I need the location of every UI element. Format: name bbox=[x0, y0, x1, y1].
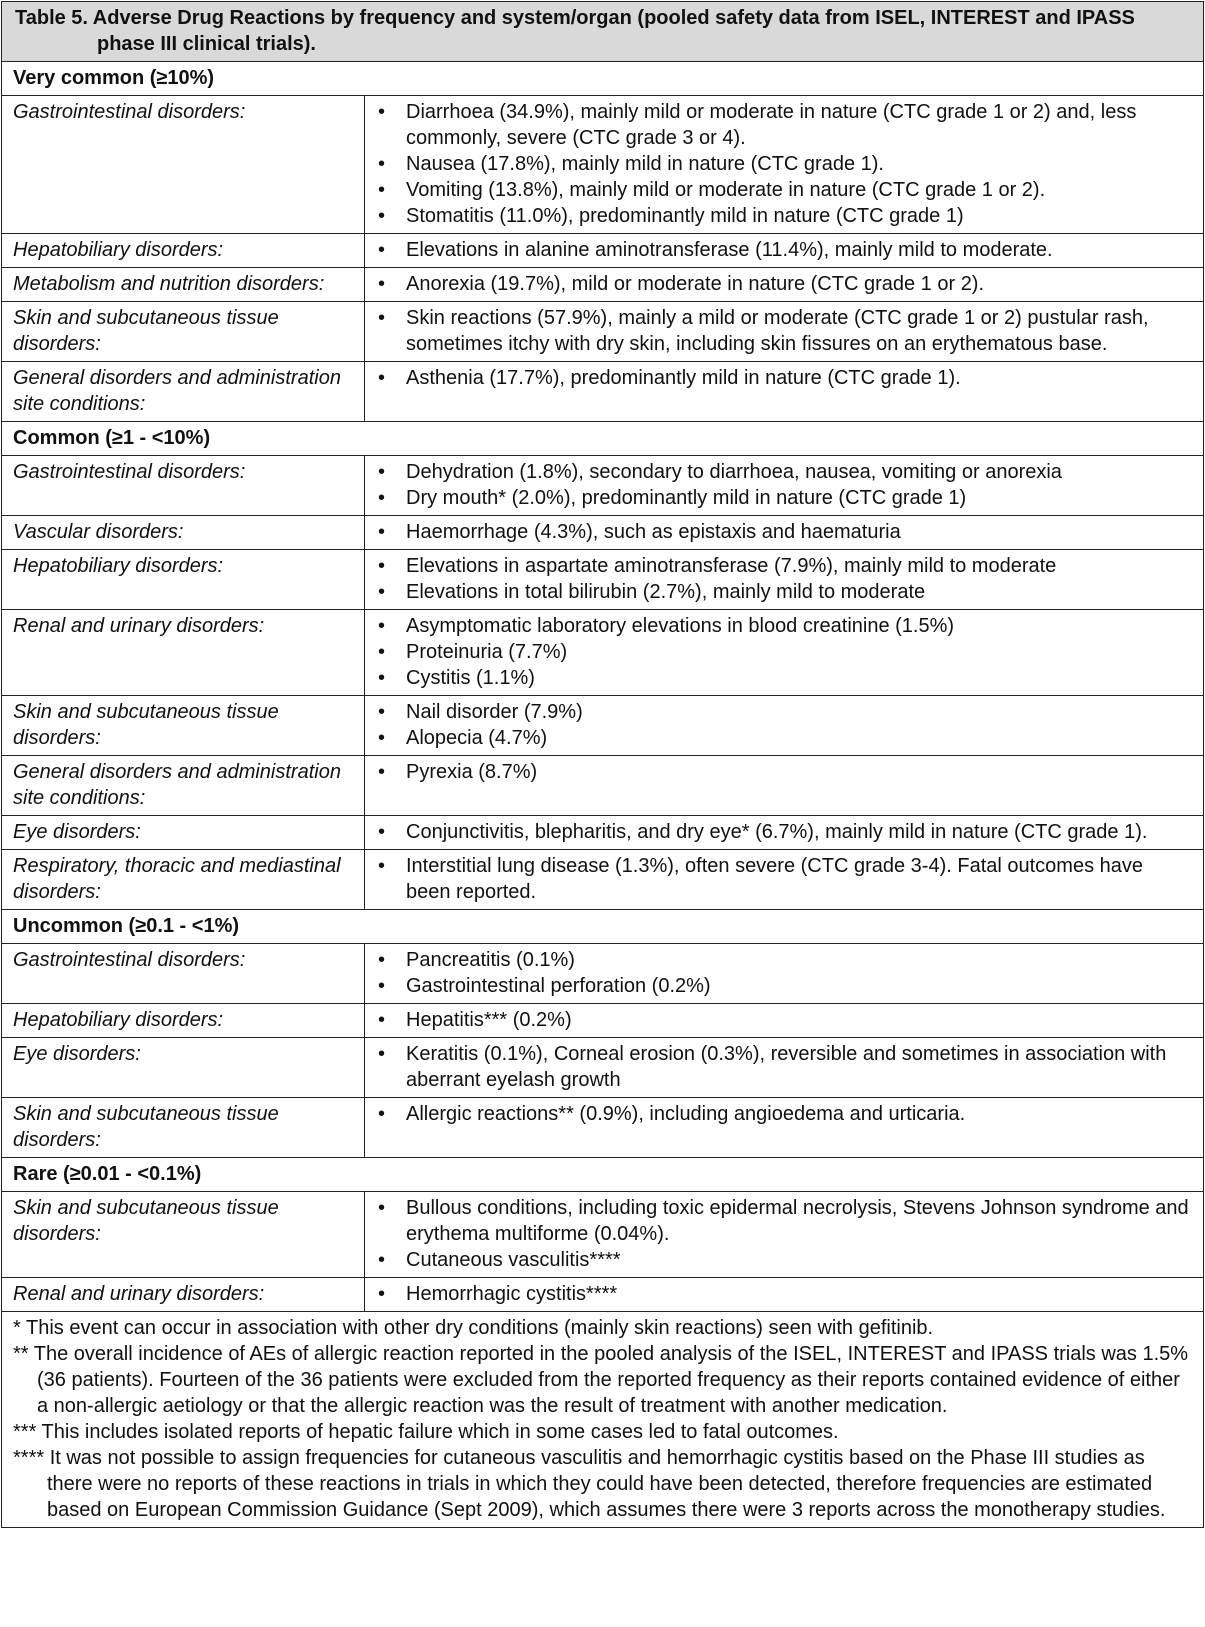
frequency-heading-row bbox=[2, 62, 1204, 96]
reaction-item: • Nail disorder (7.9%) bbox=[376, 699, 1193, 725]
footnote: *** This includes isolated reports of hepatic failure which in some cases led to fatal outcomes. bbox=[13, 1421, 839, 1443]
organ-class-cell: Metabolism and nutrition disorders: bbox=[2, 268, 365, 302]
reaction-item: • Hemorrhagic cystitis**** bbox=[376, 1281, 1193, 1307]
organ-class-cell: Gastrointestinal disorders: bbox=[2, 944, 365, 1004]
reaction-list bbox=[376, 519, 1193, 545]
organ-class-cell: Skin and subcutaneous tissue disorders: bbox=[2, 302, 365, 362]
reactions-cell bbox=[365, 696, 1204, 756]
reaction-list bbox=[376, 613, 1193, 691]
organ-class-cell: Skin and subcutaneous tissue disorders: bbox=[2, 1192, 365, 1278]
reactions-cell bbox=[365, 816, 1204, 850]
table-row bbox=[2, 268, 1204, 302]
reactions-cell bbox=[365, 1098, 1204, 1158]
reaction-item: • Stomatitis (11.0%), predominantly mild in nature (CTC grade 1) bbox=[376, 203, 1193, 229]
footnotes-cell bbox=[2, 1312, 1204, 1528]
organ-class-cell: Skin and subcutaneous tissue disorders: bbox=[2, 696, 365, 756]
table-row bbox=[2, 1038, 1204, 1098]
reaction-item: • Nausea (17.8%), mainly mild in nature (CTC grade 1). bbox=[376, 151, 1193, 177]
reaction-item: • Haemorrhage (4.3%), such as epistaxis and haematuria bbox=[376, 519, 1193, 545]
reaction-item: • Pancreatitis (0.1%) bbox=[376, 947, 1193, 973]
table-row bbox=[2, 456, 1204, 516]
organ-class-cell: General disorders and administration site conditions: bbox=[2, 362, 365, 422]
table-row bbox=[2, 234, 1204, 268]
reaction-list bbox=[376, 1041, 1193, 1093]
reaction-item: • Dehydration (1.8%), secondary to diarrhoea, nausea, vomiting or anorexia bbox=[376, 459, 1193, 485]
reaction-item: • Diarrhoea (34.9%), mainly mild or moderate in nature (CTC grade 1 or 2) and, less commonly, severe (CTC grade 3 or 4). bbox=[376, 99, 1193, 151]
reaction-item: • Dry mouth* (2.0%), predominantly mild in nature (CTC grade 1) bbox=[376, 485, 1193, 511]
reaction-list bbox=[376, 699, 1193, 751]
table-row bbox=[2, 1004, 1204, 1038]
reaction-item: • Bullous conditions, including toxic epidermal necrolysis, Stevens Johnson syndrome and erythema multiforme (0.04%). bbox=[376, 1195, 1193, 1247]
reactions-cell bbox=[365, 362, 1204, 422]
table-row bbox=[2, 816, 1204, 850]
footnote: * This event can occur in association with other dry conditions (mainly skin reactions) seen with gefitinib. bbox=[13, 1317, 934, 1339]
reaction-item: • Conjunctivitis, blepharitis, and dry eye* (6.7%), mainly mild in nature (CTC grade 1). bbox=[376, 819, 1193, 845]
organ-class-cell: Renal and urinary disorders: bbox=[2, 1278, 365, 1312]
table-title-row bbox=[2, 2, 1204, 62]
table-row bbox=[2, 696, 1204, 756]
frequency-heading-row bbox=[2, 422, 1204, 456]
reaction-item: • Vomiting (13.8%), mainly mild or moderate in nature (CTC grade 1 or 2). bbox=[376, 177, 1193, 203]
organ-class-cell: Gastrointestinal disorders: bbox=[2, 96, 365, 234]
frequency-heading-row bbox=[2, 1158, 1204, 1192]
frequency-heading: Very common (≥10%) bbox=[2, 62, 1204, 96]
organ-class-cell: Renal and urinary disorders: bbox=[2, 610, 365, 696]
reactions-cell bbox=[365, 1038, 1204, 1098]
table-row bbox=[2, 756, 1204, 816]
reaction-item: • Hepatitis*** (0.2%) bbox=[376, 1007, 1193, 1033]
reaction-list bbox=[376, 947, 1193, 999]
reaction-item: • Pyrexia (8.7%) bbox=[376, 759, 1193, 785]
organ-class-cell: Hepatobiliary disorders: bbox=[2, 550, 365, 610]
organ-class-cell: Vascular disorders: bbox=[2, 516, 365, 550]
table-body bbox=[2, 2, 1204, 1528]
table-row bbox=[2, 610, 1204, 696]
reactions-cell bbox=[365, 234, 1204, 268]
frequency-heading-row bbox=[2, 910, 1204, 944]
reactions-cell bbox=[365, 944, 1204, 1004]
reaction-item: • Proteinuria (7.7%) bbox=[376, 639, 1193, 665]
reaction-item: • Cystitis (1.1%) bbox=[376, 665, 1193, 691]
frequency-heading: Uncommon (≥0.1 - <1%) bbox=[2, 910, 1204, 944]
reaction-item: • Cutaneous vasculitis**** bbox=[376, 1247, 1193, 1273]
reaction-list bbox=[376, 99, 1193, 229]
reaction-list bbox=[376, 237, 1193, 263]
reaction-list bbox=[376, 271, 1193, 297]
table-row bbox=[2, 302, 1204, 362]
reactions-cell bbox=[365, 96, 1204, 234]
reactions-cell bbox=[365, 850, 1204, 910]
reaction-item: • Anorexia (19.7%), mild or moderate in nature (CTC grade 1 or 2). bbox=[376, 271, 1193, 297]
reaction-list bbox=[376, 1007, 1193, 1033]
reaction-item: • Elevations in total bilirubin (2.7%), mainly mild to moderate bbox=[376, 579, 1193, 605]
footnotes-row bbox=[2, 1312, 1204, 1528]
organ-class-cell: Eye disorders: bbox=[2, 816, 365, 850]
footnote: ** The overall incidence of AEs of allergic reaction reported in the pooled analysis of the ISEL, INTEREST and IPASS trials was 1.5% (36 patients). Fourteen of the 36 patients were excluded from the reported frequency as their reports contained evidence of either a non-allergic aetiology or that the allergic reaction was the result of treatment with another medication. bbox=[13, 1343, 1189, 1417]
reactions-cell bbox=[365, 756, 1204, 816]
footnote: **** It was not possible to assign frequencies for cutaneous vasculitis and hemorrhagic cystitis based on the Phase III studies as there were no reports of these reactions in trials in which they could have been detected, therefore frequencies are estimated based on European Commission Guidance (Sept 2009), which assumes there were 3 reports across the monotherapy studies. bbox=[13, 1447, 1166, 1521]
reaction-list bbox=[376, 1101, 1193, 1127]
reaction-item: • Elevations in aspartate aminotransferase (7.9%), mainly mild to moderate bbox=[376, 553, 1193, 579]
reaction-item: • Keratitis (0.1%), Corneal erosion (0.3%), reversible and sometimes in association with aberrant eyelash growth bbox=[376, 1041, 1193, 1093]
table-row bbox=[2, 1278, 1204, 1312]
reaction-item: • Gastrointestinal perforation (0.2%) bbox=[376, 973, 1193, 999]
reactions-cell bbox=[365, 516, 1204, 550]
reaction-item: • Allergic reactions** (0.9%), including angioedema and urticaria. bbox=[376, 1101, 1193, 1127]
table-row bbox=[2, 362, 1204, 422]
reaction-item: • Asthenia (17.7%), predominantly mild in nature (CTC grade 1). bbox=[376, 365, 1193, 391]
table-row bbox=[2, 944, 1204, 1004]
table-row bbox=[2, 850, 1204, 910]
reaction-item: • Alopecia (4.7%) bbox=[376, 725, 1193, 751]
reaction-list bbox=[376, 459, 1193, 511]
organ-class-cell: Gastrointestinal disorders: bbox=[2, 456, 365, 516]
reaction-list bbox=[376, 1195, 1193, 1273]
reactions-cell bbox=[365, 1278, 1204, 1312]
reaction-list bbox=[376, 1281, 1193, 1307]
reaction-list bbox=[376, 553, 1193, 605]
table-row bbox=[2, 516, 1204, 550]
organ-class-cell: Eye disorders: bbox=[2, 1038, 365, 1098]
table-row bbox=[2, 1192, 1204, 1278]
reaction-item: • Elevations in alanine aminotransferase (11.4%), mainly mild to moderate. bbox=[376, 237, 1193, 263]
table-title: Table 5. Adverse Drug Reactions by frequency and system/organ (pooled safety data from ISEL, INTEREST and IPASS phase III clinical trials). bbox=[15, 7, 1135, 55]
reactions-cell bbox=[365, 268, 1204, 302]
frequency-heading: Rare (≥0.01 - <0.1%) bbox=[2, 1158, 1204, 1192]
organ-class-cell: Hepatobiliary disorders: bbox=[2, 234, 365, 268]
reactions-cell bbox=[365, 1004, 1204, 1038]
reaction-list bbox=[376, 853, 1193, 905]
reaction-list bbox=[376, 819, 1193, 845]
reaction-list bbox=[376, 759, 1193, 785]
organ-class-cell: General disorders and administration site conditions: bbox=[2, 756, 365, 816]
reaction-item: • Asymptomatic laboratory elevations in blood creatinine (1.5%) bbox=[376, 613, 1193, 639]
reaction-item: • Skin reactions (57.9%), mainly a mild or moderate (CTC grade 1 or 2) pustular rash, sometimes itchy with dry skin, including skin fissures on an erythematous base. bbox=[376, 305, 1193, 357]
organ-class-cell: Hepatobiliary disorders: bbox=[2, 1004, 365, 1038]
table-row bbox=[2, 96, 1204, 234]
reactions-cell bbox=[365, 1192, 1204, 1278]
organ-class-cell: Respiratory, thoracic and mediastinal disorders: bbox=[2, 850, 365, 910]
table-title-cell bbox=[2, 2, 1204, 62]
table-row bbox=[2, 1098, 1204, 1158]
reactions-cell bbox=[365, 302, 1204, 362]
organ-class-cell: Skin and subcutaneous tissue disorders: bbox=[2, 1098, 365, 1158]
reaction-item: • Interstitial lung disease (1.3%), often severe (CTC grade 3-4). Fatal outcomes have been reported. bbox=[376, 853, 1193, 905]
reaction-list bbox=[376, 365, 1193, 391]
reactions-cell bbox=[365, 456, 1204, 516]
adverse-reactions-table bbox=[1, 1, 1204, 1528]
frequency-heading: Common (≥1 - <10%) bbox=[2, 422, 1204, 456]
table-row bbox=[2, 550, 1204, 610]
reactions-cell bbox=[365, 610, 1204, 696]
reactions-cell bbox=[365, 550, 1204, 610]
reaction-list bbox=[376, 305, 1193, 357]
